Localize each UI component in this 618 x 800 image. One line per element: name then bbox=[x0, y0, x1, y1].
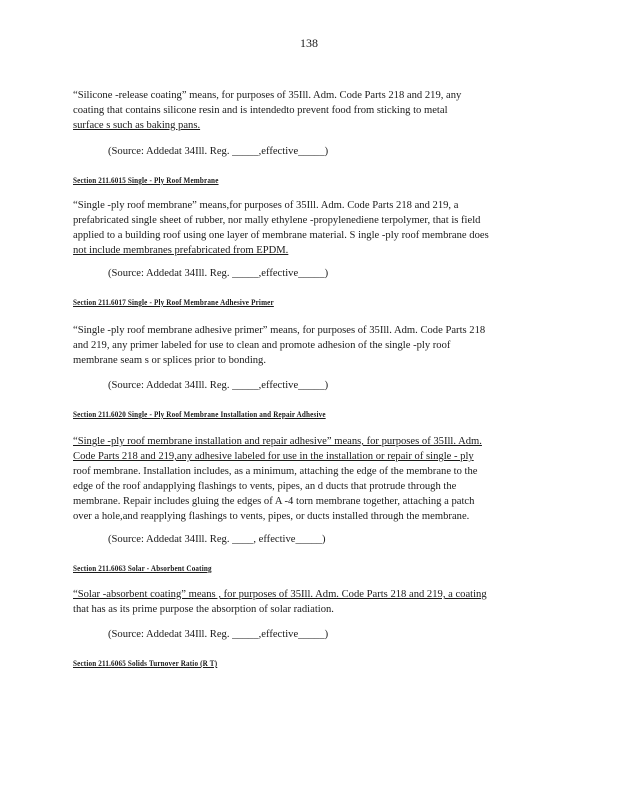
text-line: “Single -ply roof membrane adhesive primer” means, for purposes of 35Ill. Adm. Code Parts 218 bbox=[73, 325, 486, 336]
definition-solar-absorbent-coating bbox=[73, 587, 537, 617]
text-line: membrane seam s or splices prior to bonding. bbox=[73, 355, 266, 366]
section-heading-211-6063: Section 211.6063 Solar - Absorbent Coating bbox=[73, 564, 212, 573]
text-line: over a hole,and reapplying flashings to vents, pipes, or ducts installed through the membrane. bbox=[73, 511, 470, 522]
source-note: (Source: Addedat 34Ill. Reg. ____, effective_____) bbox=[108, 534, 326, 545]
text-line: roof membrane. Installation includes, as a minimum, attaching the edge of the membrane to the bbox=[73, 466, 478, 477]
source-note: (Source: Addedat 34Ill. Reg. _____,effective_____) bbox=[108, 629, 329, 640]
text-line: “Silicone -release coating” means, for purposes of 35Ill. Adm. Code Parts 218 and 219, any bbox=[73, 90, 462, 101]
source-note: (Source: Addedat 34Ill. Reg. _____,effective_____) bbox=[108, 146, 329, 157]
text-line: that has as its prime purpose the absorption of solar radiation. bbox=[73, 604, 334, 615]
text-line: membrane. Repair includes gluing the edges of A -4 torn membrane together, attaching a patch bbox=[73, 496, 475, 507]
text-line: “Single -ply roof membrane” means,for purposes of 35Ill. Adm. Code Parts 218 and 219, a bbox=[73, 200, 459, 211]
text-line: surface s such as baking pans. bbox=[73, 120, 201, 131]
definition-silicone-release-coating bbox=[73, 88, 537, 133]
text-line: and 219, any primer labeled for use to clean and promote adhesion of the single -ply roof bbox=[73, 340, 451, 351]
page-number: 138 bbox=[300, 36, 318, 50]
text-line: edge of the roof andapplying flashings to vents, pipes, an d ducts that protrude through the bbox=[73, 481, 457, 492]
source-note: (Source: Addedat 34Ill. Reg. _____,effective_____) bbox=[108, 380, 329, 391]
section-heading-211-6015: Section 211.6015 Single - Ply Roof Membrane bbox=[73, 176, 219, 185]
section-heading-211-6017: Section 211.6017 Single - Ply Roof Membrane Adhesive Primer bbox=[73, 298, 274, 307]
text-line: coating that contains silicone resin and is intendedto prevent food from sticking to metal bbox=[73, 105, 448, 116]
definition-adhesive-primer bbox=[73, 323, 537, 368]
text-line: “Single -ply roof membrane installation and repair adhesive” means, for purposes of 35Ill. Adm. bbox=[73, 436, 482, 447]
definition-installation-repair-adhesive bbox=[73, 434, 537, 524]
text-line: prefabricated single sheet of rubber, nor mally ethylene -propylenediene terpolymer, that is field bbox=[73, 215, 481, 226]
definition-single-ply-roof-membrane bbox=[73, 198, 537, 258]
text-line: “Solar -absorbent coating” means , for purposes of 35Ill. Adm. Code Parts 218 and 219, a coating bbox=[73, 589, 487, 600]
text-line: Code Parts 218 and 219,any adhesive labeled for use in the installation or repair of single - ply bbox=[73, 451, 474, 462]
text-line: not include membranes prefabricated from EPDM. bbox=[73, 245, 289, 256]
source-note: (Source: Addedat 34Ill. Reg. _____,effective_____) bbox=[108, 268, 329, 279]
text-line: applied to a building roof using one layer of membrane material. S ingle -ply roof membrane does bbox=[73, 230, 489, 241]
section-heading-211-6065: Section 211.6065 Solids Turnover Ratio (R T) bbox=[73, 659, 218, 668]
section-heading-211-6020: Section 211.6020 Single - Ply Roof Membrane Installation and Repair Adhesive bbox=[73, 410, 326, 419]
